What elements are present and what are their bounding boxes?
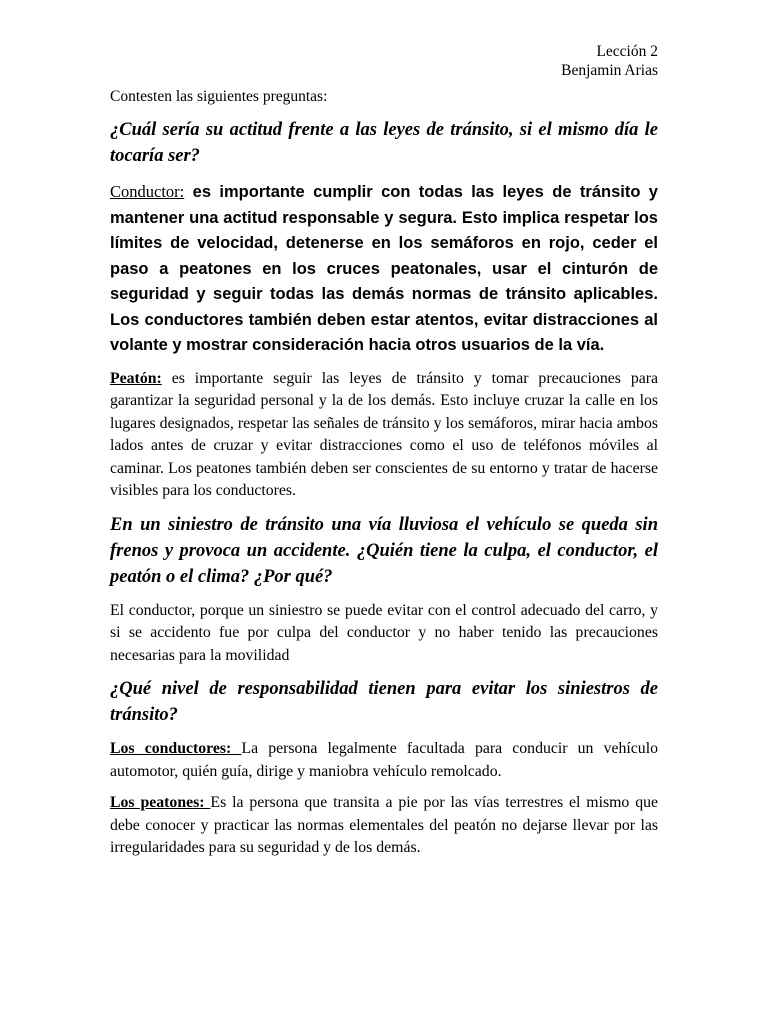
driver-text: es importante cumplir con todas las leyes de tránsito y mantener una actitud responsable y segura. Esto implica respetar los límites de velocidad, detenerse en los semáforos en rojo, ceder el paso a peatones en los cruces peatonales, usar el cinturón de seguridad y seguir todas las demás normas de tránsito aplicables. Los conductores también deben estar atentos, evitar distracciones al volante y mostrar consideración hacia otros usuarios de la vía. bbox=[110, 183, 658, 354]
answer-pedestrian bbox=[110, 368, 658, 503]
answer-driver bbox=[110, 179, 658, 359]
answer-2: El conductor, porque un siniestro se puede evitar con el control adecuado del carro, y si se accidento fue por culpa del conductor y no haber tenido las precauciones necesarias para la movilidad bbox=[110, 601, 658, 664]
page-header bbox=[561, 42, 658, 80]
pedestrian-text: es importante seguir las leyes de tránsito y tomar precauciones para garantizar la seguridad personal y la de los demás. Esto incluye cruzar la calle en los lugares designados, respetar las señales de tránsito y los semáforos, mirar hacia ambos lados antes de cruzar y evitar distracciones como el uso de teléfonos móviles al caminar. Los peatones también deben ser conscientes de su entorno y tratar de hacerse visibles para los conductores. bbox=[110, 369, 658, 499]
question-2: En un siniestro de tránsito una vía lluviosa el vehículo se queda sin frenos y provoca un accidente. ¿Quién tiene la culpa, el conductor, el peatón o el clima? ¿Por qué? bbox=[110, 514, 658, 587]
driver-label: Conductor: bbox=[110, 182, 185, 201]
lesson-label: Lección 2 bbox=[596, 43, 658, 60]
pedestrian-label: Peatón: bbox=[110, 369, 162, 387]
document-body bbox=[110, 87, 658, 869]
instructions-text: Contesten las siguientes preguntas: bbox=[110, 88, 328, 105]
question-3: ¿Qué nivel de responsabilidad tienen para evitar los siniestros de tránsito? bbox=[110, 679, 658, 725]
answer-pedestrians-responsibility bbox=[110, 792, 658, 860]
author-name: Benjamin Arias bbox=[561, 62, 658, 79]
answer-drivers-responsibility bbox=[110, 738, 658, 783]
question-1: ¿Cuál sería su actitud frente a las leyes de tránsito, si el mismo día le tocaría ser? bbox=[110, 120, 658, 166]
drivers-label: Los conductores: bbox=[110, 740, 242, 757]
pedestrians-text: Es la persona que transita a pie por las vías terrestres el mismo que debe conocer y practicar las normas elementales del peatón no dejarse llevar por las irregularidades para su seguridad y de los demás. bbox=[110, 794, 659, 856]
drivers-text: La persona legalmente facultada para conducir un vehículo automotor, quién guía, dirige y maniobra vehículo remolcado. bbox=[110, 740, 658, 780]
pedestrians-label: Los peatones: bbox=[110, 794, 211, 811]
